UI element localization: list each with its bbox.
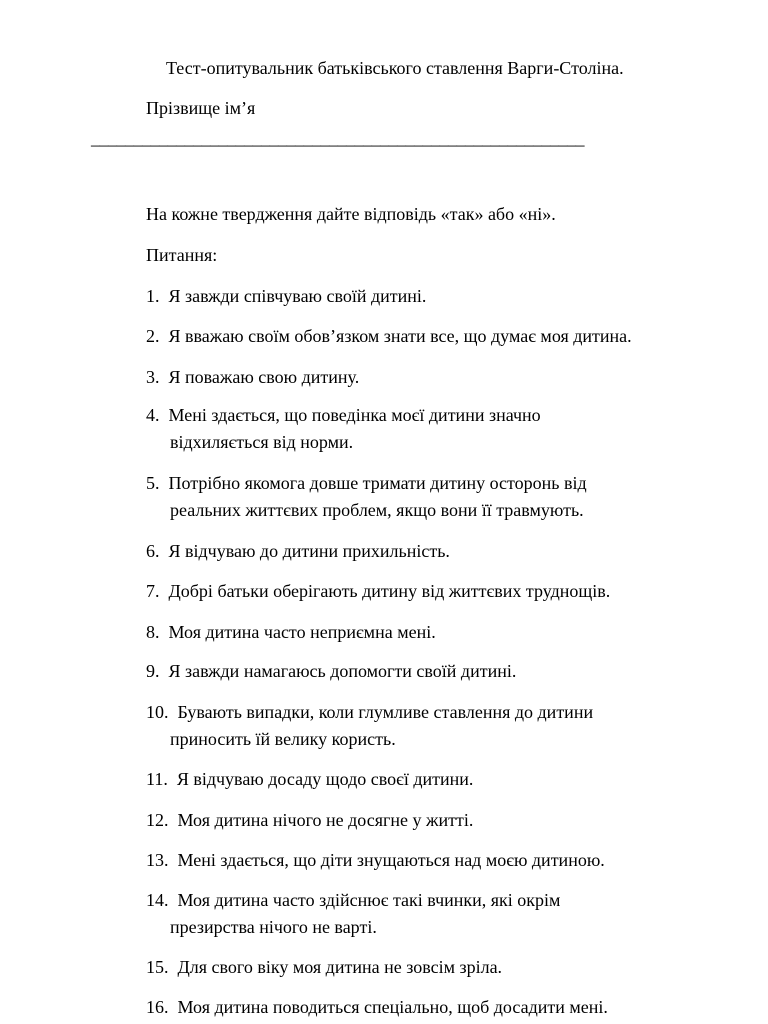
question-text: Мені здається, що поведінка моєї дитини значно [168,405,541,425]
document-title: Тест-опитувальник батьківського ставлення Варги-Століна. [166,58,624,78]
question-text: Моя дитина нічого не досягне у житті. [177,810,474,830]
question-text-continued: реальних життєвих проблем, якщо вони її травмують. [170,500,584,520]
instruction-text: На кожне твердження дайте відповідь «так» або «ні». [146,204,556,224]
question-item [146,283,426,310]
question-text: Добрі батьки оберігають дитину від життєвих труднощів. [168,581,611,601]
question-number: 16. [146,997,173,1017]
question-number: 8. [146,622,164,642]
question-item [146,766,473,793]
question-number: 15. [146,957,173,977]
question-number: 3. [146,367,164,387]
question-item [146,887,560,941]
question-text: Я відчуваю до дитини прихильність. [168,541,450,561]
question-item [146,658,516,685]
question-text: Я завжди намагаюсь допомогти своїй дитині. [168,661,517,681]
question-text: Я вважаю своїм обов’язком знати все, що думає моя дитина. [168,326,632,346]
question-number: 1. [146,286,164,306]
question-text: Моя дитина часто здійснює такі вчинки, які окрім [177,890,561,910]
question-text: Я відчуваю досаду щодо своєї дитини. [176,769,474,789]
question-number: 13. [146,850,173,870]
question-text: Потрібно якомога довше тримати дитину осторонь від [168,473,587,493]
question-item [146,402,541,456]
name-blank-line: __________________________________________________________ [91,128,584,148]
question-item [146,619,436,646]
question-item [146,364,359,391]
question-text: Для свого віку моя дитина не зовсім зріла. [177,957,503,977]
question-text: Моя дитина часто неприємна мені. [168,622,436,642]
question-number: 4. [146,405,164,425]
question-text-continued: приносить їй велику користь. [170,729,396,749]
question-item [146,578,610,605]
question-number: 5. [146,473,164,493]
question-number: 7. [146,581,164,601]
question-number: 2. [146,326,164,346]
question-item [146,994,608,1021]
question-text: Я поважаю свою дитину. [168,367,360,387]
question-text: Мені здається, що діти знущаються над моєю дитиною. [177,850,605,870]
question-text-continued: презирства нічого не варті. [170,917,377,937]
question-item [146,470,587,524]
questions-heading: Питання: [146,245,218,265]
question-text: Моя дитина поводиться спеціально, щоб досадити мені. [177,997,608,1017]
question-number: 14. [146,890,173,910]
question-number: 6. [146,541,164,561]
question-text: Бувають випадки, коли глумливе ставлення до дитини [177,702,594,722]
question-item [146,699,593,753]
question-number: 9. [146,661,164,681]
question-item [146,807,473,834]
question-number: 12. [146,810,173,830]
question-item [146,954,502,981]
question-item [146,847,605,874]
question-text: Я завжди співчуваю своїй дитині. [168,286,427,306]
question-text-continued: відхиляється від норми. [170,432,354,452]
question-number: 10. [146,702,173,722]
name-label: Прізвище ім’я [146,98,256,118]
question-item [146,538,450,565]
question-number: 11. [146,769,173,789]
question-item [146,323,632,350]
